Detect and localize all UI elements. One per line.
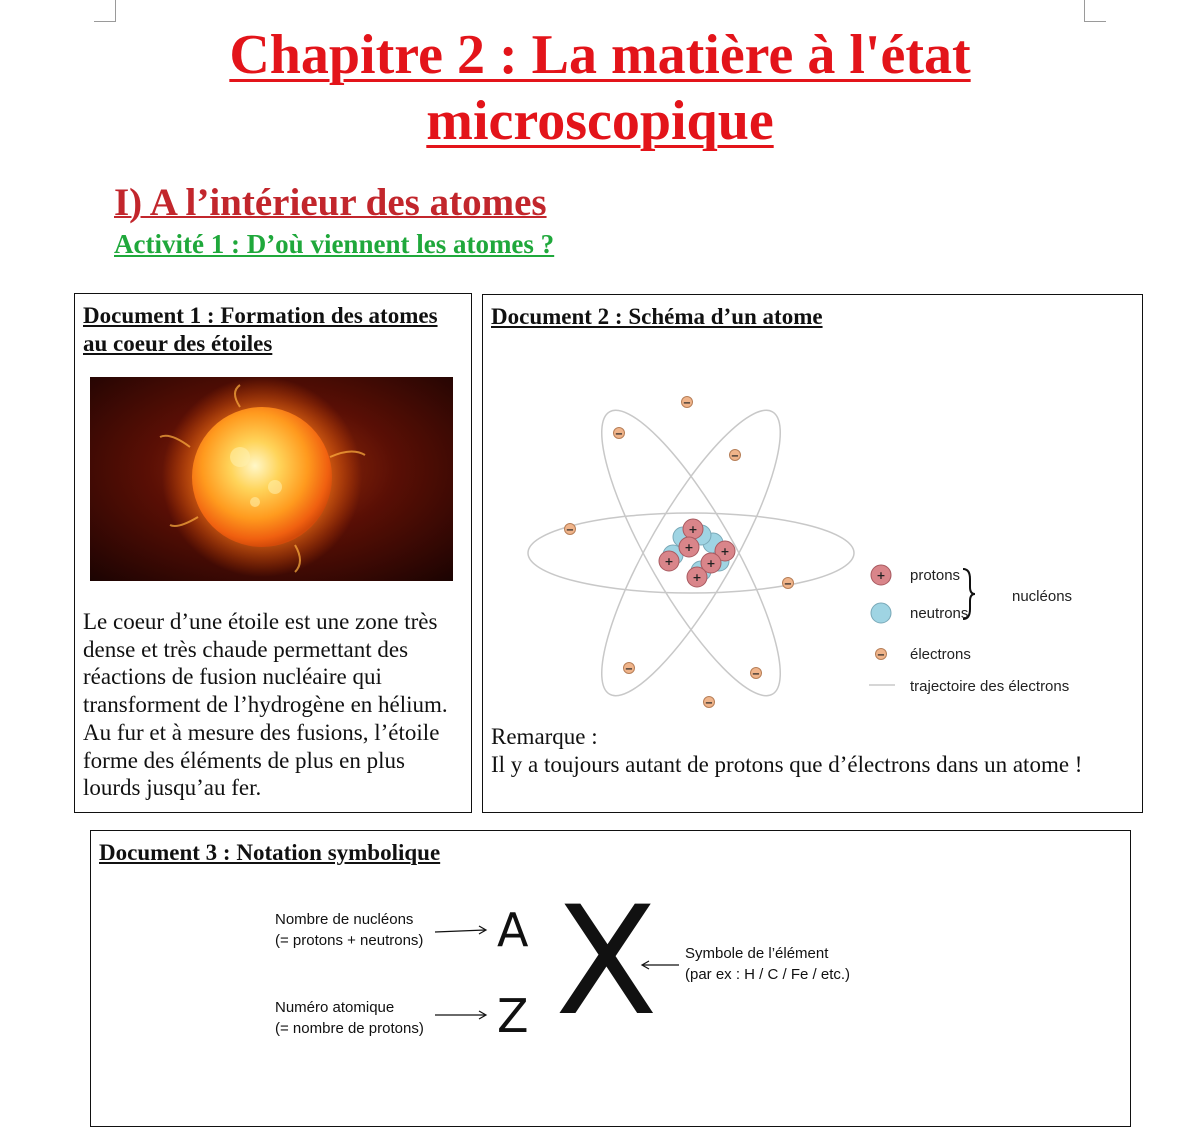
section-heading: I) A l’intérieur des atomes — [114, 181, 547, 224]
document-3-title: Document 3 : Notation symbolique — [99, 840, 441, 865]
proton-sign: + — [688, 523, 698, 536]
svg-text:−: − — [730, 451, 740, 462]
star-illustration — [90, 377, 453, 581]
page-corner-mark — [94, 0, 116, 22]
atom-diagram — [523, 385, 863, 725]
document-2-box — [482, 294, 1143, 813]
neutrons-legend-icon — [871, 603, 891, 623]
chapter-title — [0, 22, 1200, 154]
svg-text:−: − — [614, 429, 624, 440]
svg-text:−: − — [783, 579, 793, 590]
nucleon-number-label-line1: Nombre de nucléons — [275, 911, 414, 928]
electron — [682, 397, 693, 410]
arrow-to-a — [435, 930, 485, 932]
legend-trajectory: trajectoire des électrons — [910, 678, 1070, 695]
electron — [751, 668, 762, 681]
chapter-title-line2: microscopique — [426, 90, 774, 152]
electron — [614, 428, 625, 441]
proton-sign: + — [664, 555, 674, 568]
element-symbol-label-line2: (par ex : H / C / Fe / etc.) — [685, 966, 851, 983]
svg-text:−: − — [704, 698, 714, 709]
electron — [730, 450, 741, 463]
legend-electrons: électrons — [910, 646, 971, 663]
element-symbol-label-line1: Symbole de l’élément — [685, 945, 829, 962]
proton-sign: + — [720, 545, 730, 558]
document-2-title: Document 2 : Schéma d’un atome — [491, 304, 823, 329]
remark-text: Il y a toujours autant de protons que d’électrons dans un atome ! — [491, 752, 1083, 777]
legend-neutrons: neutrons — [910, 605, 969, 622]
svg-text:−: − — [682, 398, 692, 409]
svg-text:+: + — [876, 569, 886, 582]
proton-sign: + — [692, 571, 702, 584]
svg-text:−: − — [751, 669, 761, 680]
electron — [624, 663, 635, 676]
document-1-box — [74, 293, 472, 813]
electron — [783, 578, 794, 591]
activity-heading: Activité 1 : D’où viennent les atomes ? — [114, 229, 555, 259]
electron — [704, 697, 715, 710]
proton-sign: + — [706, 557, 716, 570]
svg-text:−: − — [565, 525, 575, 536]
nucleon-number-label-line2: (= protons + neutrons) — [275, 932, 424, 949]
remark-label: Remarque : — [491, 724, 598, 749]
svg-text:−: − — [876, 650, 886, 661]
remark — [491, 723, 1136, 779]
nucleus — [659, 519, 735, 587]
star-image — [90, 377, 453, 581]
electron — [565, 524, 576, 537]
document-3-box — [90, 830, 1131, 1127]
atomic-number-label-line2: (= nombre de protons) — [275, 1020, 424, 1037]
nucleon-number-letter: A — [497, 903, 529, 957]
atomic-number-letter: Z — [497, 989, 529, 1043]
svg-text:−: − — [624, 664, 634, 675]
atomic-number-label-line1: Numéro atomique — [275, 999, 395, 1016]
legend-nucleons: nucléons — [1012, 588, 1073, 605]
document-1-text: Le coeur d’une étoile est une zone très dense et très chaude permettant des réactions de fusion nucléaire qui transforment de l’hydrogène en hélium. Au fur et à mesure des fusions, l’étoile forme des éléments de plus en plus lourds jusqu’au fer. — [83, 609, 448, 801]
element-symbol-letter: X — [555, 875, 658, 1049]
document-1-title: Document 1 : Formation des atomes au coeur des étoiles — [83, 303, 438, 356]
legend-protons: protons — [910, 567, 961, 584]
chapter-title-line1: Chapitre 2 : La matière à l'état — [229, 24, 971, 86]
proton-sign: + — [684, 541, 694, 554]
page-corner-mark — [1084, 0, 1106, 22]
